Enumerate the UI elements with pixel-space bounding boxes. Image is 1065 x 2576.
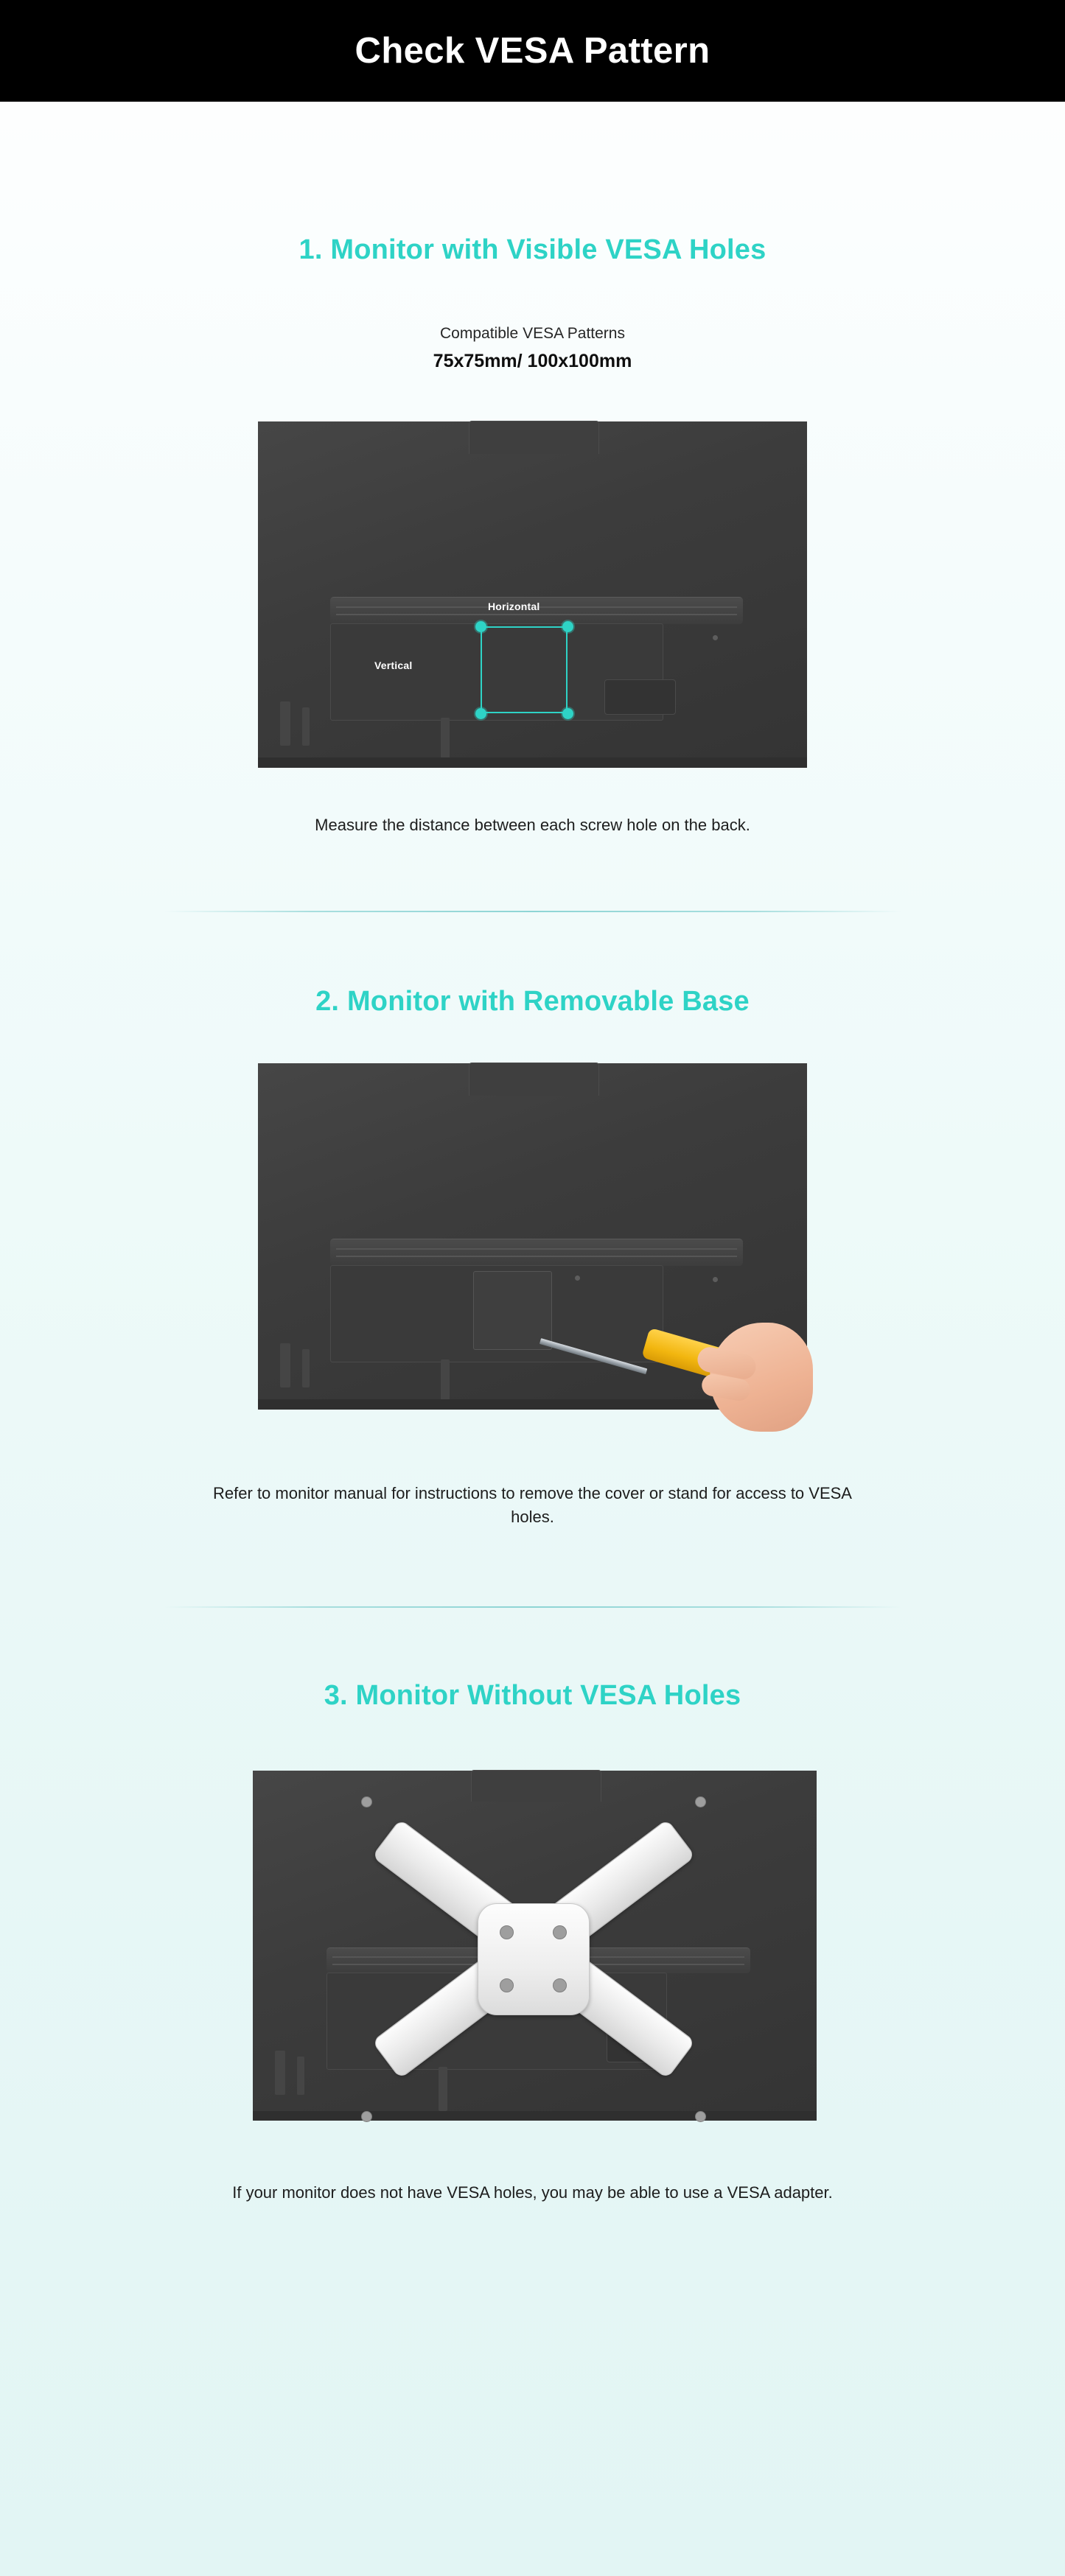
monitor-vent — [302, 1349, 310, 1387]
vesa-hole-top-right — [562, 621, 573, 632]
adapter-hole-bottom-right — [553, 1978, 567, 1992]
removable-cover-plate — [473, 1271, 552, 1350]
monitor-bottom-edge — [253, 2111, 817, 2121]
adapter-hole-bottom-left — [500, 1978, 514, 1992]
adapter-arm-hole-bottom-right — [695, 2111, 706, 2122]
page-title: Check VESA Pattern — [355, 31, 710, 71]
adapter-hole-top-left — [500, 1925, 514, 1939]
monitor-neck — [471, 1770, 601, 1802]
section-removable-base — [0, 912, 1065, 1529]
monitor-vent — [441, 718, 450, 762]
vesa-hole-bottom-right — [562, 708, 573, 719]
monitor-screw-dot — [713, 1277, 718, 1282]
monitor-illustration-3 — [249, 1752, 817, 2135]
monitor-vent — [297, 2057, 304, 2095]
section-visible-vesa-holes — [0, 102, 1065, 837]
section-3-title: 3. Monitor Without VESA Holes — [324, 1679, 741, 1711]
adapter-hole-top-right — [553, 1925, 567, 1939]
section-1-caption: Measure the distance between each screw hole on the back. — [315, 816, 750, 835]
monitor-top-plate — [330, 1239, 743, 1266]
monitor-vent — [441, 1359, 450, 1404]
vesa-adapter-hub — [478, 1903, 590, 2015]
vesa-pattern-note — [0, 323, 1065, 374]
monitor-bottom-edge — [258, 757, 807, 768]
vesa-label-horizontal: Horizontal — [488, 601, 540, 613]
section-2-title: 2. Monitor with Removable Base — [315, 985, 750, 1017]
vesa-hole-bottom-left — [475, 708, 486, 719]
monitor-vent — [302, 707, 310, 746]
monitor-neck — [469, 1063, 599, 1096]
vesa-pattern-square — [481, 626, 568, 713]
monitor-illustration-2 — [249, 1063, 817, 1432]
page-header — [0, 0, 1065, 102]
monitor-screw-dot — [575, 1275, 580, 1281]
section-1-title: 1. Monitor with Visible VESA Holes — [298, 234, 767, 265]
monitor-vent — [275, 2051, 285, 2095]
section-no-vesa-holes — [0, 1608, 1065, 2205]
vesa-label-vertical: Vertical — [374, 659, 413, 672]
monitor-port-block — [604, 679, 676, 715]
monitor-plate-groove — [336, 1248, 737, 1250]
section-3-caption: If your monitor does not have VESA holes, you may be able to use a VESA adapter. — [232, 2183, 833, 2202]
monitor-back-panel — [258, 421, 807, 768]
monitor-vent — [280, 701, 290, 746]
monitor-plate-groove — [336, 614, 737, 615]
monitor-neck — [469, 421, 599, 454]
adapter-arm-hole-top-left — [361, 1796, 372, 1807]
adapter-arm-hole-bottom-left — [361, 2111, 372, 2122]
vesa-hole-top-left — [475, 621, 486, 632]
vesa-pattern-note-line1: Compatible VESA Patterns — [440, 325, 625, 342]
section-2-caption: Refer to monitor manual for instructions to remove the cover or stand for access to VESA holes. — [213, 1483, 852, 1526]
monitor-vent — [280, 1343, 290, 1387]
adapter-arm-hole-top-right — [695, 1796, 706, 1807]
monitor-vent — [439, 2067, 447, 2111]
monitor-plate-groove — [336, 1256, 737, 1257]
vesa-pattern-note-line2: 75x75mm/ 100x100mm — [433, 351, 632, 372]
monitor-illustration-1 — [258, 421, 807, 768]
